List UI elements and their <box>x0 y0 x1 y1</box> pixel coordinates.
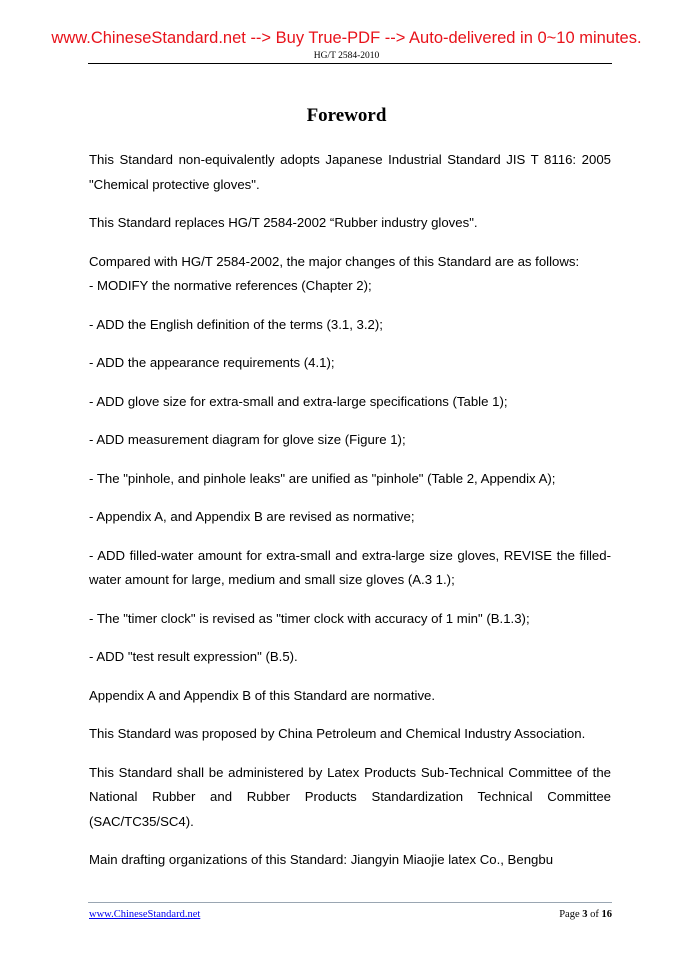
change-item-normative-references: - MODIFY the normative references (Chapter 2); <box>89 278 372 293</box>
header-divider <box>88 63 612 64</box>
page-of: of <box>590 909 599 920</box>
change-item-measurement-diagram: - ADD measurement diagram for glove size (Figure 1); <box>89 432 406 447</box>
paragraph-drafting-organizations: Main drafting organizations of this Standard: Jiangyin Miaojie latex Co., Bengbu <box>89 852 554 867</box>
change-item-test-result: - ADD "test result expression" (B.5). <box>89 649 298 664</box>
page-number <box>559 908 612 922</box>
paragraph-replaces: This Standard replaces HG/T 2584-2002 “Rubber industry gloves". <box>89 215 478 230</box>
paragraph-administered-by: This Standard shall be administered by Latex Products Sub-Technical Committee of the National Rubber and Rubber Products Standardization Technical Committee (SAC/TC35/SC4). <box>89 764 611 829</box>
paragraph-appendices: Appendix A and Appendix B of this Standard are normative. <box>89 687 436 703</box>
change-item-timer-clock: - The "timer clock" is revised as "timer clock with accuracy of 1 min" (B.1.3); <box>89 610 530 626</box>
change-item-glove-size: - ADD glove size for extra-small and extra-large specifications (Table 1); <box>89 393 508 409</box>
footer-divider <box>88 902 612 903</box>
page-current: 3 <box>582 909 588 920</box>
document-body <box>89 148 611 887</box>
paragraph-changes-intro: Compared with HG/T 2584-2002, the major changes of this Standard are as follows: <box>89 253 580 269</box>
page-title: Foreword <box>306 105 387 126</box>
page-word: Page <box>559 909 580 920</box>
change-item-appendix-normative: - Appendix A, and Appendix B are revised as normative; <box>89 509 415 524</box>
promo-banner[interactable]: www.ChineseStandard.net --> Buy True-PDF --> Auto-delivered in 0~10 minutes. <box>51 29 642 47</box>
change-item-english-definition: - ADD the English definition of the terms (3.1, 3.2); <box>89 316 383 332</box>
change-item-appearance: - ADD the appearance requirements (4.1); <box>89 355 335 370</box>
paragraph-proposed-by: This Standard was proposed by China Petroleum and Chemical Industry Association. <box>89 726 586 741</box>
change-item-pinhole: - The "pinhole, and pinhole leaks" are unified as "pinhole" (Table 2, Appendix A); <box>89 470 556 486</box>
standard-code: HG/T 2584-2010 <box>313 51 380 61</box>
change-item-filled-water: - ADD filled-water amount for extra-small and extra-large size gloves, REVISE the filled-water amount for large, medium and small size gloves (A.3 1.); <box>89 547 611 587</box>
paragraph-adoption: This Standard non-equivalently adopts Japanese Industrial Standard JIS T 8116: 2005 "Chemical protective gloves". <box>89 152 611 192</box>
footer-website-link[interactable]: www.ChineseStandard.net <box>89 909 201 920</box>
page-total: 16 <box>601 909 612 920</box>
